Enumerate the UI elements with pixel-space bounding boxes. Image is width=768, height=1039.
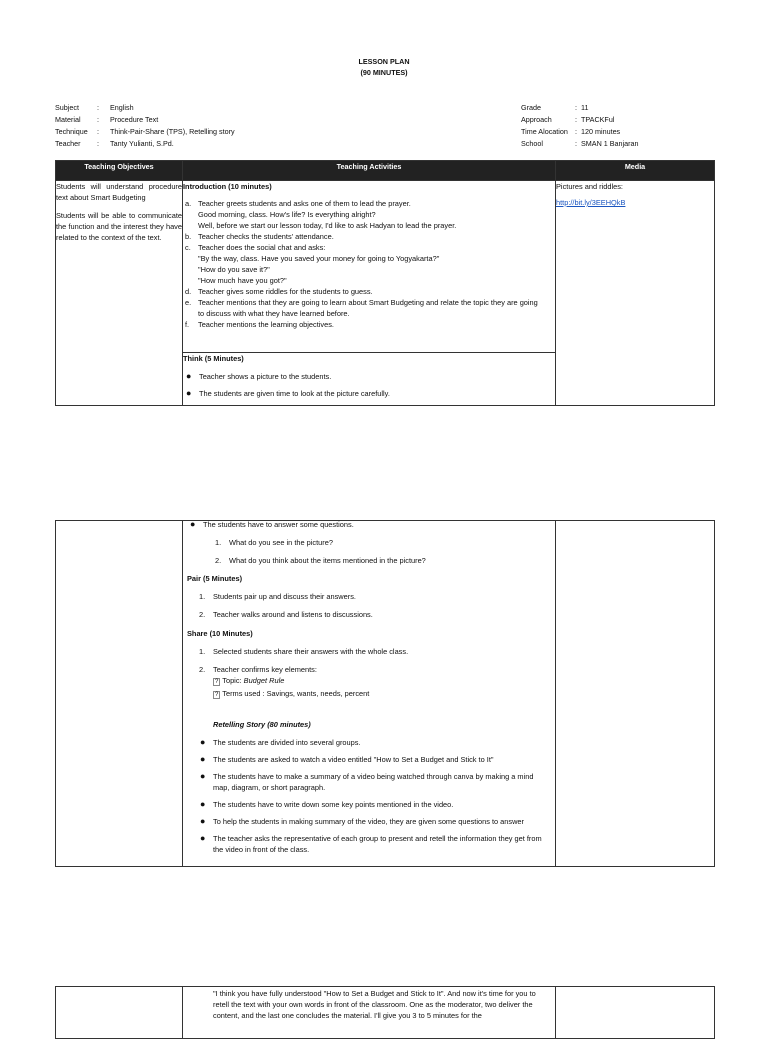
list-marker: c. — [185, 243, 191, 252]
meta-teacher: Teacher : Tanty Yulianti, S.Pd. — [55, 139, 174, 148]
share-item — [197, 646, 555, 657]
list-marker: d. — [185, 287, 192, 296]
question-text: What do you think about the items mentioned in the picture? — [229, 556, 426, 565]
retelling-instruction-text: "I think you have fully understood "How to Set a Budget and Stick to It". And now it's time for you to retell the text with your own words in front of the classroom. One as the moderator, two deliver the content, and the last one concludes the material. I'll give you 3 to 5 minutes for the — [213, 989, 536, 1020]
key-terms — [213, 688, 555, 701]
list-text: Good morning, class. How's life? Is everything alright? — [198, 210, 376, 219]
list-item — [183, 319, 555, 330]
share-text: Selected students share their answers with the whole class. — [213, 647, 409, 656]
bullet-icon: ● — [200, 771, 206, 781]
meta-technique: Technique : Think-Pair-Share (TPS), Retelling story — [55, 127, 235, 136]
pair-text: Teacher walks around and listens to discussions. — [213, 610, 373, 619]
bullet-item — [183, 371, 555, 382]
bullet-icon: ● — [200, 737, 206, 747]
lesson-table-page3 — [55, 986, 715, 1039]
lesson-table-continued — [55, 520, 715, 867]
list-item — [183, 297, 555, 319]
list-marker: 1. — [199, 592, 206, 601]
bullet-item — [183, 388, 555, 399]
pair-heading: Pair (5 Minutes) — [187, 574, 243, 583]
list-text: Teacher mentions the learning objectives. — [198, 320, 334, 329]
media-cell — [556, 181, 715, 406]
key-topic-label: Topic: — [222, 676, 242, 685]
list-text: Teacher greets students and asks one of them to lead the prayer. — [198, 199, 411, 208]
bullet-icon: ● — [200, 799, 206, 809]
meta-school: School : SMAN 1 Banjaran — [521, 139, 639, 148]
header-objectives: Teaching Objectives — [56, 161, 183, 181]
bullet-icon: ● — [200, 833, 206, 843]
list-text: "How do you save it?" — [198, 265, 270, 274]
list-marker: 2. — [199, 610, 206, 619]
bullet-item — [187, 519, 555, 530]
bullet-item — [197, 833, 555, 855]
introduction-cell — [183, 181, 556, 353]
list-text: "How much have you got?" — [198, 276, 287, 285]
bullet-text: Teacher shows a picture to the students. — [199, 372, 332, 381]
list-item — [183, 198, 555, 231]
pair-text: Students pair up and discuss their answers. — [213, 592, 356, 601]
bullet-icon: ● — [200, 754, 206, 764]
list-marker: 1. — [215, 538, 222, 547]
bullet-item — [197, 754, 555, 765]
meta-key: Technique — [55, 127, 88, 136]
list-text: Teacher checks the students' attendance. — [198, 232, 334, 241]
lesson-table — [55, 160, 715, 406]
meta-value: Procedure Text — [110, 115, 159, 124]
bullet-text: The students are asked to watch a video entitled "How to Set a Budget and Stick to It" — [213, 755, 494, 764]
meta-value: TPACKFul — [581, 115, 615, 124]
list-marker: a. — [185, 199, 192, 208]
list-item — [183, 231, 555, 242]
question-item — [213, 555, 555, 566]
key-topic — [213, 675, 555, 688]
objective-item: Students will understand procedure text about Smart Budgeting — [56, 182, 182, 202]
meta-key: Teacher — [55, 139, 81, 148]
meta-key: Subject — [55, 103, 79, 112]
table-header-row — [56, 161, 715, 181]
list-marker: 2. — [215, 556, 222, 565]
meta-subject: Subject : English — [55, 103, 134, 112]
meta-key: Approach — [521, 115, 552, 124]
bullet-text: The students have to make a summary of a video being watched through canva by making a mind map, diagram, or short paragraph. — [213, 772, 534, 792]
objectives-cell — [56, 181, 183, 406]
table-row — [56, 181, 715, 353]
meta-key: School — [521, 139, 543, 148]
media-cell-empty — [556, 521, 715, 867]
bullet-text: The teacher asks the representative of each group to present and retell the information they get from the video in front of the class. — [213, 834, 542, 854]
table-row — [56, 521, 715, 867]
objective-item: Students will be able to communicate the function and the interest they have related to the context of the text. — [56, 211, 182, 242]
meta-value: Think-Pair-Share (TPS), Retelling story — [110, 127, 235, 136]
question-text: What do you see in the picture? — [229, 538, 333, 547]
bullet-icon: ● — [190, 519, 196, 529]
missing-glyph-icon: ? — [215, 679, 219, 685]
bullet-item — [197, 799, 555, 810]
list-marker: b. — [185, 232, 192, 241]
activities-cell — [183, 987, 556, 1039]
bullet-icon: ● — [200, 816, 206, 826]
share-text: Teacher confirms key elements: — [213, 665, 317, 674]
meta-value: Tanty Yulianti, S.Pd. — [110, 139, 174, 148]
list-marker: 2. — [199, 665, 206, 674]
list-item — [183, 242, 555, 286]
media-cell-empty — [556, 987, 715, 1039]
bullet-item — [197, 737, 555, 748]
objectives-cell-empty — [56, 521, 183, 867]
meta-approach: Approach : TPACKFul — [521, 115, 615, 124]
meta-key: Grade — [521, 103, 541, 112]
bullet-icon: ● — [186, 388, 192, 398]
key-topic-value: Budget Rule — [243, 676, 285, 685]
missing-glyph-icon: ? — [215, 692, 219, 698]
meta-key: Time Alocation — [521, 127, 568, 136]
document-title: LESSON PLAN — [358, 57, 410, 66]
list-text: "By the way, class. Have you saved your money for going to Yogyakarta?" — [198, 254, 440, 263]
key-terms-text: Terms used : Savings, wants, needs, percent — [222, 689, 370, 698]
objectives-cell-empty — [56, 987, 183, 1039]
think-heading: Think (5 Minutes) — [183, 354, 244, 363]
bullet-item — [197, 771, 555, 793]
meta-key: Material — [55, 115, 81, 124]
list-text: Teacher gives some riddles for the students to guess. — [198, 287, 373, 296]
header-activities: Teaching Activities — [183, 161, 556, 181]
list-marker: e. — [185, 298, 192, 307]
bullet-text: The students have to answer some questions. — [203, 520, 354, 529]
media-label: Pictures and riddles: — [556, 182, 623, 191]
table-row — [56, 987, 715, 1039]
bullet-text: The students are given time to look at the picture carefully. — [199, 389, 390, 398]
retelling-heading: Retelling Story (80 minutes) — [213, 720, 311, 729]
share-heading: Share (10 Minutes) — [187, 629, 253, 638]
question-item — [213, 537, 555, 548]
list-text: Teacher does the social chat and asks: — [198, 243, 326, 252]
list-marker: f. — [185, 320, 190, 329]
meta-value: SMAN 1 Banjaran — [581, 139, 639, 148]
header-media: Media — [556, 161, 715, 181]
think-cell — [183, 353, 556, 406]
list-text: Teacher mentions that they are going to learn about Smart Budgeting and relate the topic they are going to discuss with what they have learned before. — [198, 298, 538, 318]
meta-time: Time Alocation : 120 minutes — [521, 127, 621, 136]
bullet-text: The students are divided into several groups. — [213, 738, 361, 747]
media-link[interactable]: http://bit.ly/3EEHQkB — [556, 198, 626, 207]
meta-value: English — [110, 103, 134, 112]
introduction-heading: Introduction (10 minutes) — [183, 182, 272, 191]
meta-material: Material : Procedure Text — [55, 115, 159, 124]
bullet-text: To help the students in making summary of the video, they are given some questions to answer — [213, 817, 524, 826]
document-subtitle: (90 MINUTES) — [360, 68, 408, 77]
meta-value: 11 — [581, 103, 589, 112]
bullet-text: The students have to write down some key points mentioned in the video. — [213, 800, 454, 809]
meta-value: 120 minutes — [581, 127, 621, 136]
list-item — [183, 286, 555, 297]
bullet-icon: ● — [186, 371, 192, 381]
pair-item — [197, 591, 555, 602]
share-item — [197, 664, 555, 675]
list-text: Well, before we start our lesson today, I'd like to ask Hadyan to lead the prayer. — [198, 221, 457, 230]
list-marker: 1. — [199, 647, 206, 656]
activities-cell — [183, 521, 556, 867]
meta-grade: Grade : 11 — [521, 103, 589, 112]
pair-item — [197, 609, 555, 620]
bullet-item — [197, 816, 555, 827]
